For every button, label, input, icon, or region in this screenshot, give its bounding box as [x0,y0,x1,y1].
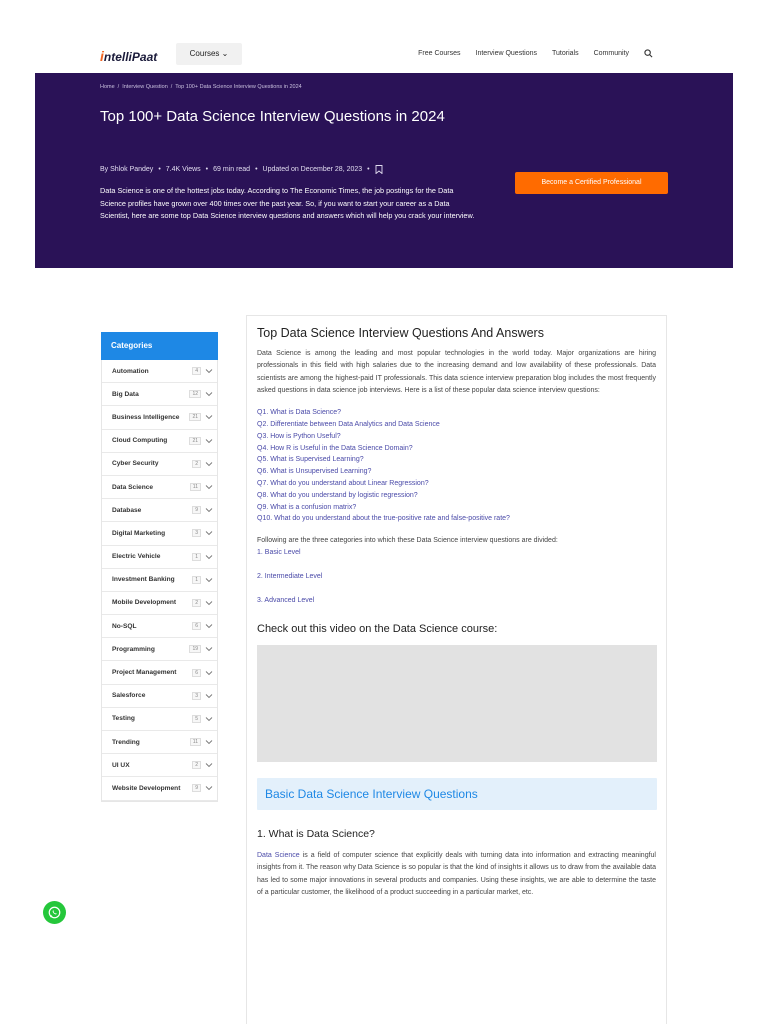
category-count: 12 [189,390,201,398]
intro-paragraph: Data Science is among the leading and most popular technologies in the world today. Major organizations are hiring professionals in this field with high salaries due to the increasing demand and low availability of these professionals. Data scientists are among the highest-paid IT professionals. This data science interview preparation blog includes the most frequently asked questions in data science job interviews. Here is a list of these popular data science interview questions: [257,350,656,394]
category-count: 21 [189,437,201,445]
category-label: Business Intelligence [112,413,180,421]
chevron-down-icon[interactable] [205,784,213,792]
chevron-down-icon[interactable] [205,390,213,398]
category-count: 11 [190,738,201,746]
question-link[interactable]: Q7. What do you understand about Linear Regression? [257,479,429,487]
category-count: 2 [192,761,201,769]
categories-sidebar [101,332,218,802]
category-count: 9 [192,506,201,514]
question-link[interactable]: Q4. How R is Useful in the Data Science Domain? [257,444,413,452]
category-count: 5 [192,715,201,723]
question-link[interactable]: Q3. How is Python Useful? [257,432,341,440]
category-count: 19 [189,645,201,653]
chevron-down-icon[interactable] [205,669,213,677]
category-item[interactable] [102,615,217,638]
page-title: Top 100+ Data Science Interview Questions in 2024 [100,108,445,125]
category-label: Automation [112,367,149,375]
category-item[interactable] [102,685,217,708]
category-count: 9 [192,784,201,792]
data-science-link[interactable]: Data Science [257,852,300,860]
category-item[interactable] [102,638,217,661]
chevron-down-icon[interactable] [205,553,213,561]
category-count: 11 [190,483,201,491]
category-label: Programming [112,645,155,653]
category-item[interactable] [102,360,217,383]
category-count: 21 [189,413,201,421]
chevron-down-icon[interactable] [205,483,213,491]
courses-dropdown-button[interactable]: Courses ⌄ [176,43,242,65]
chevron-down-icon[interactable] [205,645,213,653]
category-item[interactable] [102,731,217,754]
breadcrumb-current: Top 100+ Data Science Interview Questions in 2024 [175,84,302,90]
category-count: 4 [192,367,201,375]
category-label: Trending [112,738,140,746]
category-label: Salesforce [112,692,146,700]
question-heading: 1. What is Data Science? [257,828,375,841]
category-item[interactable] [102,406,217,429]
question-link[interactable]: Q8. What do you understand by logistic regression? [257,491,418,499]
category-item[interactable] [102,592,217,615]
question-links [257,407,656,525]
categories-intro: Following are the three categories into which these Data Science interview questions are divided: [257,537,558,545]
nav-free-courses[interactable]: Free Courses [418,50,461,57]
view-count: 7.4K Views [165,166,201,173]
author[interactable]: By Shlok Pandey [100,166,154,173]
top-navbar [0,40,768,72]
nav-interview-questions[interactable]: Interview Questions [475,50,537,57]
chevron-down-icon[interactable] [205,460,213,468]
video-heading: Check out this video on the Data Science course: [257,623,498,636]
category-count: 6 [192,622,201,630]
breadcrumb: Home / Interview Question / Top 100+ Data Science Interview Questions in 2024 [100,84,302,90]
level-intermediate-link[interactable]: 2. Intermediate Level [257,572,323,580]
question-link[interactable]: Q5. What is Supervised Learning? [257,456,364,464]
category-item[interactable] [102,754,217,777]
category-list [101,360,218,802]
chevron-down-icon[interactable] [205,506,213,514]
category-item[interactable] [102,430,217,453]
category-item[interactable] [102,383,217,406]
category-count: 1 [192,553,201,561]
chevron-down-icon[interactable] [205,413,213,421]
whatsapp-icon [47,905,62,920]
category-count: 3 [192,529,201,537]
category-label: Data Science [112,483,154,491]
hero-banner [35,73,733,268]
category-item[interactable] [102,708,217,731]
category-label: Cloud Computing [112,437,168,445]
category-label: Website Development [112,784,181,792]
category-label: Project Management [112,669,177,677]
category-label: Database [112,506,142,514]
hero-description: Data Science is one of the hottest jobs today. According to The Economic Times, the job postings for the Data Science profiles have grown over 400 times over the past year. So, if you want to start your career as a Data Scientist, here are some top Data Science interview questions and answers which will help you crack your interview. [100,186,475,220]
chevron-down-icon[interactable] [205,622,213,630]
chevron-down-icon[interactable] [205,437,213,445]
category-label: Mobile Development [112,599,177,607]
article-heading: Top Data Science Interview Questions And Answers [257,326,544,340]
question-link[interactable]: Q9. What is a confusion matrix? [257,503,357,511]
category-count: 6 [192,669,201,677]
category-count: 2 [192,460,201,468]
category-item[interactable] [102,777,217,800]
chevron-down-icon[interactable] [205,599,213,607]
level-advanced-link[interactable]: 3. Advanced Level [257,596,315,604]
category-item[interactable] [102,569,217,592]
category-label: No-SQL [112,622,137,630]
nav-community[interactable]: Community [593,50,629,57]
category-label: Testing [112,715,135,723]
article-content [246,315,667,1024]
category-count: 3 [192,692,201,700]
read-time: 69 min read [213,166,251,173]
category-label: Cyber Security [112,460,159,468]
category-label: Digital Marketing [112,529,166,537]
main-nav [418,49,653,58]
search-icon[interactable] [644,49,653,58]
category-item[interactable] [102,476,217,499]
chevron-down-icon[interactable] [205,738,213,746]
chevron-down-icon[interactable] [205,761,213,769]
breadcrumb-home[interactable]: Home [100,84,115,90]
question-link[interactable]: Q1. What is Data Science? [257,409,342,417]
category-label: Big Data [112,390,139,398]
nav-tutorials[interactable]: Tutorials [552,50,579,57]
category-count: 2 [192,599,201,607]
category-item[interactable] [102,499,217,522]
question-link[interactable]: Q2. Differentiate between Data Analytics and Data Science [257,420,440,428]
category-item[interactable] [102,546,217,569]
chevron-down-icon[interactable] [205,692,213,700]
question-link[interactable]: Q10. What do you understand about the true-positive rate and false-positive rate? [257,515,510,523]
intellipaat-logo[interactable]: intelliPaat [100,48,158,64]
section-heading-basic: Basic Data Science Interview Questions [257,778,657,810]
category-item[interactable] [102,661,217,684]
video-player[interactable] [257,645,657,762]
article-meta: By Shlok Pandey • 7.4K Views • 69 min read • Updated on December 28, 2023 • [100,165,383,174]
chevron-down-icon[interactable] [205,529,213,537]
category-label: Electric Vehicle [112,553,161,561]
chevron-down-icon[interactable] [205,367,213,375]
category-label: UI UX [112,761,130,769]
question-link[interactable]: Q6. What is Unsupervised Learning? [257,468,372,476]
categories-header: Categories [101,332,218,360]
become-certified-button[interactable]: Become a Certified Professional [515,172,668,194]
bookmark-icon[interactable] [375,165,383,174]
category-count: 1 [192,576,201,584]
whatsapp-button[interactable] [43,901,66,924]
category-item[interactable] [102,522,217,545]
chevron-down-icon[interactable] [205,715,213,723]
updated-date: Updated on December 28, 2023 [262,166,363,173]
chevron-down-icon[interactable] [205,576,213,584]
category-item[interactable] [102,453,217,476]
answer-paragraph: Data Science is a field of computer science that explicitly deals with turning data into information and extracting meaningful insights from it. The reason why Data Science is so popular is that the kind of insights it allows us to draw from the available data has led to some major innovations in several products and companies. Using these insights, we are able to determine the taste of a particular customer, the likelihood of a product succeeding in a particular market, etc. [257,852,656,897]
category-label: Investment Banking [112,576,175,584]
level-basic-link[interactable]: 1. Basic Level [257,548,301,556]
breadcrumb-interview-question[interactable]: Interview Question [122,84,168,90]
